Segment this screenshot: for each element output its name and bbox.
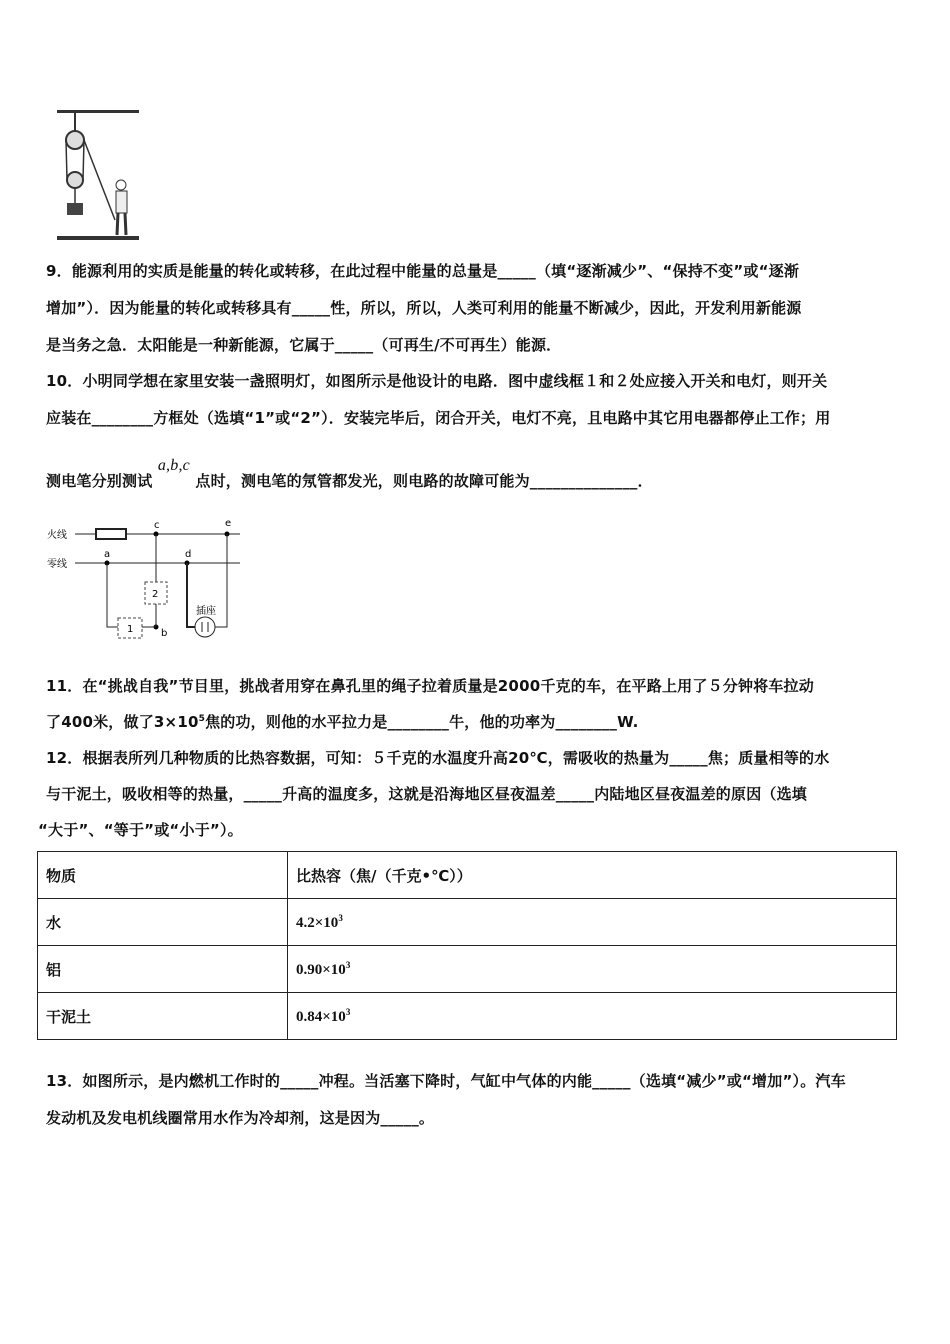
q11-text-b: 焦的功，则他的水平拉力是________牛，他的功率为________W. [205,713,639,731]
q11-text-a: 了400米，做了3×10 [46,713,199,731]
q10-text-b: 点时，测电笔的氖管都发光，则电路的故障可能为______________． [195,472,653,490]
point-c-label: c [154,520,160,531]
live-wire-label: 火线 [47,530,67,541]
point-e-label: e [225,518,232,529]
q9-line-2: 增加”）．因为能量的转化或转移具有_____性，所以，所以，人类可利用的能量不断减少，因此，开发利用新能源 [46,299,802,317]
value-base: 0.84×10 [296,1008,346,1025]
fuse [96,529,126,539]
q9-line-1: 9．能源利用的实质是能量的转化或转移，在此过程中能量的总量是_____（填“逐渐减少”、“保持不变”或“逐渐 [46,262,800,280]
q13-line-1: 13．如图所示，是内燃机工作时的_____冲程。当活塞下降时，气缸中气体的内能_____（选填“减少”或“增加”）。汽车 [46,1072,846,1090]
q9-line-3: 是当务之急．太阳能是一种新能源，它属于_____（可再生/不可再生）能源． [46,336,562,354]
value-exp: 3 [338,912,343,923]
q12-line-1: 12．根据表所列几种物质的比热容数据，可知：５千克的水温度升高20℃，需吸收的热量为_____焦；质量相等的水 [46,749,830,767]
value-exp: 3 [345,1006,351,1017]
table-row [38,993,897,1040]
point-a-label: a [104,549,111,560]
pulley-figure [55,108,145,243]
header-substance: 物质 [38,852,288,899]
value-base: 0.90×10 [296,961,346,978]
value-cell [288,946,897,993]
point-b-label: b [161,628,168,639]
value-exp: 3 [345,959,351,970]
header-specific-heat: 比热容（焦/（千克•℃）） [288,852,897,899]
socket-icon [195,617,215,637]
neutral-wire-label: 零线 [47,559,67,570]
q10-line-3 [46,457,653,491]
specific-heat-table [37,851,897,1040]
table-header-row [38,852,897,899]
q10-math-points: a,b,c [157,457,190,474]
value-cell [288,993,897,1040]
q10-line-2: 应装在________方框处（选填“1”或“2”）．安装完毕后，闭合开关，电灯不亮，且电路中其它用电器都停止工作；用 [46,409,831,427]
table-row [38,946,897,993]
q12-line-2: 与干泥土，吸收相等的热量，_____升高的温度多，这就是沿海地区昼夜温差_____内陆地区昼夜温差的原因（选填 [46,785,808,803]
substance-cell: 铝 [38,946,288,993]
value-cell [288,899,897,946]
q13-line-2: 发动机及发电机线圈常用水作为冷却剂，这是因为_____。 [46,1109,435,1127]
box-2-label: 2 [152,589,159,600]
box-1-label: 1 [127,624,134,635]
q11-line-1: 11．在“挑战自我”节目里，挑战者用穿在鼻孔里的绳子拉着质量是2000千克的车，在平路上用了５分钟将车拉动 [46,677,814,695]
table-row [38,899,897,946]
q12-line-3: “大于”、“等于”或“小于”）。 [38,821,243,839]
q10-line-1: 10．小明同学想在家里安装一盏照明灯，如图所示是他设计的电路．图中虚线框１和２处应接入开关和电灯，则开关 [46,372,828,390]
q10-text-a: 测电笔分别测试 [46,472,153,490]
socket-label: 插座 [196,606,216,617]
q11-line-2 [46,711,639,732]
value-base: 4.2×10 [296,914,339,931]
circuit-diagram [40,510,260,650]
point-d-label: d [185,549,192,560]
q11-exponent: 5 [198,714,206,724]
substance-cell: 干泥土 [38,993,288,1040]
substance-cell: 水 [38,899,288,946]
